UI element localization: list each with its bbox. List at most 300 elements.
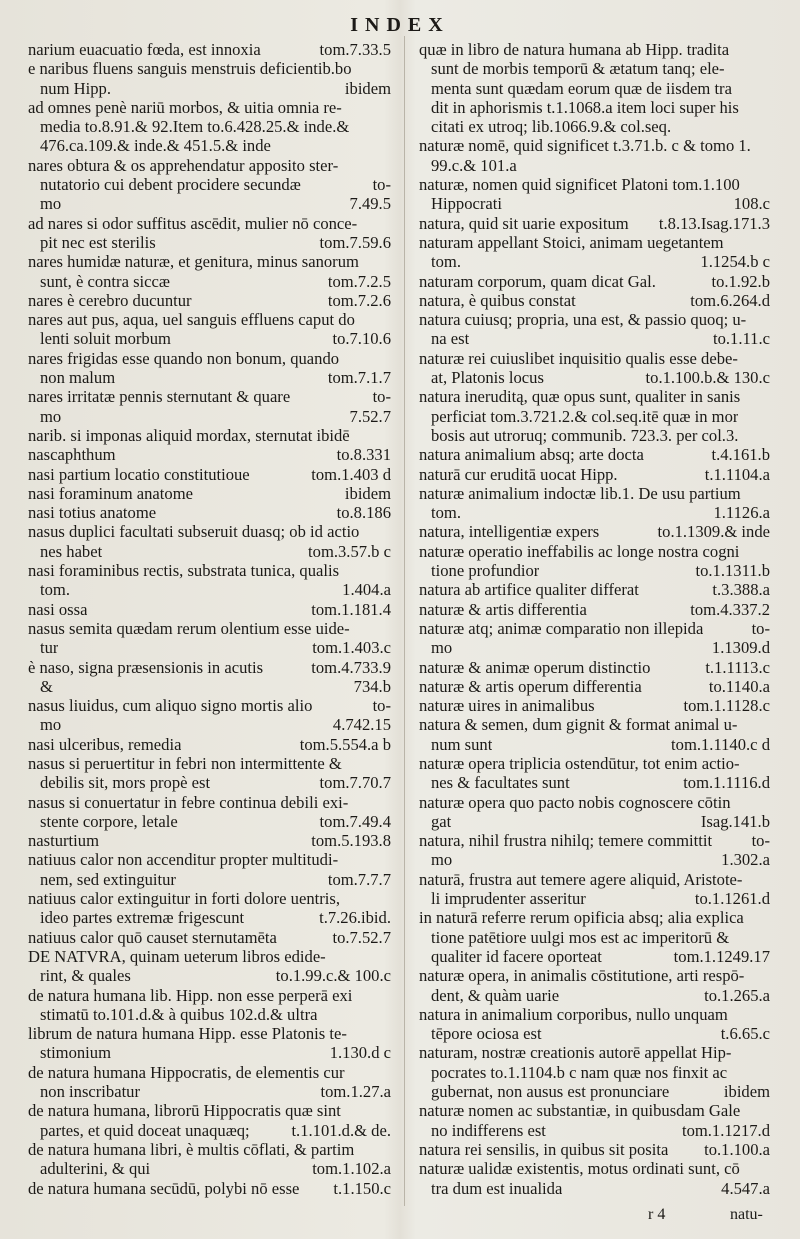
entry-reference: tom.6.264.d (690, 290, 770, 310)
entry-text: partes, et quid doceat unaquæq; (40, 1120, 250, 1140)
index-entry-line (419, 773, 770, 792)
index-entry-line (419, 754, 770, 773)
index-entry-line (28, 156, 391, 175)
entry-text: naturæ atq; animæ comparatio non illepida (419, 618, 704, 638)
index-entry-line (419, 503, 770, 522)
entry-text: dent, & quàm uarie (431, 985, 560, 1005)
entry-reference: to.1.1309.& inde (657, 522, 770, 542)
entry-reference: tom.5.554.a b (299, 734, 391, 754)
entry-text: è naso, signa præsensionis in acutis (28, 657, 264, 677)
entry-text: naturæ & artis operum differentia (419, 676, 642, 696)
entry-text: num sunt (431, 734, 493, 754)
index-entry-line (28, 252, 391, 271)
entry-text: DE NATVRA, quinam ueterum libros edide- (28, 946, 326, 966)
index-entry-line (419, 870, 770, 889)
entry-text: naturam appellant Stoici, animam uegetantem (419, 232, 724, 252)
index-entry-line (419, 1082, 770, 1101)
entry-text: naturæ uires in animalibus (419, 696, 595, 716)
index-entry-line (28, 1101, 391, 1120)
index-entry-line (28, 542, 391, 561)
index-entry-line (28, 40, 391, 59)
index-entry-line (419, 677, 770, 696)
index-entry-line (28, 387, 391, 406)
index-entry-line (419, 561, 770, 580)
index-entry-line (28, 233, 391, 252)
index-entry-line (419, 966, 770, 985)
index-entry-line (419, 1005, 770, 1024)
index-entry-line (28, 1140, 391, 1159)
entry-reference: tom.7.49.4 (319, 811, 391, 831)
index-entry-line (28, 445, 391, 464)
entry-reference: 1.404.a (342, 580, 391, 600)
signature-mark: r 4 (648, 1206, 666, 1223)
entry-reference: tom.1.403.c (312, 638, 391, 658)
entry-text: natura in animalium corporibus, nullo unquam (419, 1004, 728, 1024)
entry-text: naturæ nomē, quid significet t.3.71.b. c & tomo 1. (419, 136, 751, 156)
entry-reference: to- (372, 696, 391, 716)
index-entry-line (419, 908, 770, 927)
entry-text: nasi totius anatome (28, 503, 157, 523)
entry-text: quæ in libro de natura humana ab Hipp. tradita (419, 40, 730, 59)
index-entry-line (419, 889, 770, 908)
entry-reference: 1.1254.b c (700, 252, 770, 272)
index-entry-line (419, 619, 770, 638)
index-entry-line (28, 619, 391, 638)
index-entry-line (419, 98, 770, 117)
entry-text: e naribus fluens sanguis menstruis deficientib.bo (28, 59, 352, 79)
entry-text: stimonium (40, 1043, 111, 1063)
entry-reference: tom.1.1249.17 (673, 946, 770, 966)
index-entry-line (28, 291, 391, 310)
index-entry-line (28, 735, 391, 754)
entry-text: 99.c.& 101.a (431, 155, 517, 175)
entry-text: natura, è quibus constat (419, 290, 576, 310)
index-entry-line (28, 638, 391, 657)
entry-reference: to.1.100.b.& 130.c (645, 368, 770, 388)
entry-text: nares è cerebro ducuntur (28, 290, 192, 310)
index-entry-line (419, 233, 770, 252)
entry-text: natura cuiusq; propria, una est, & passio quoq; u- (419, 310, 747, 330)
entry-reference: tom.1.181.4 (311, 599, 391, 619)
entry-reference: to.1140.a (708, 676, 770, 696)
entry-text: natiuus calor non accenditur propter multitudi- (28, 850, 339, 870)
entry-reference: to.8.186 (336, 503, 391, 523)
entry-text: de natura humana lib. Hipp. non esse perperā exi (28, 985, 353, 1005)
entry-text: nares irritatæ pennis sternutant & quare (28, 387, 291, 407)
entry-reference: tom.1.1140.c d (671, 734, 770, 754)
entry-text: naturæ opera triplicia ostendūtur, tot enim actio- (419, 753, 740, 773)
entry-reference: 1.1309.d (711, 638, 770, 658)
entry-reference: t.1.101.d.& de. (291, 1120, 391, 1140)
index-entry-line (28, 407, 391, 426)
entry-text: nasi ulceribus, remedia (28, 734, 182, 754)
entry-text: gat (431, 811, 452, 831)
index-entry-line (28, 677, 391, 696)
entry-reference: tom.7.1.7 (327, 368, 391, 388)
entry-text: mo (431, 638, 453, 658)
index-entry-line (419, 426, 770, 445)
entry-text: stente corpore, letale (40, 811, 178, 831)
entry-reference: to.1.100.a (704, 1139, 770, 1159)
index-entry-line (28, 715, 391, 734)
entry-text: non inscribatur (40, 1082, 141, 1102)
entry-text: librum de natura humana Hipp. esse Platonis te- (28, 1024, 347, 1044)
entry-reference: 4.742.15 (332, 715, 391, 735)
index-entry-line (28, 812, 391, 831)
entry-text: mo (40, 194, 62, 214)
index-entry-line (28, 870, 391, 889)
entry-reference: t.4.161.b (711, 445, 770, 465)
index-entry-line (419, 79, 770, 98)
entry-text: natura ab artifice qualiter differat (419, 580, 639, 600)
entry-reference: 1.1126.a (713, 503, 770, 523)
index-entry-line (419, 600, 770, 619)
right-column (419, 40, 770, 1198)
entry-text: dit in aphorismis t.1.1068.a item loci super his (431, 97, 739, 117)
entry-text: ideo partes extremæ frigescunt (40, 908, 245, 928)
left-column (28, 40, 391, 1198)
index-entry-line (28, 658, 391, 677)
entry-text: tom. (40, 580, 70, 600)
entry-text: at, Platonis locus (431, 368, 544, 388)
entry-text: naturæ rei cuiuslibet inquisitio qualis esse debe- (419, 348, 738, 368)
entry-text: tom. (431, 252, 461, 272)
entry-reference: t.3.388.a (712, 580, 770, 600)
index-entry-line (28, 773, 391, 792)
index-entry-line (419, 1063, 770, 1082)
index-entry-line (28, 793, 391, 812)
index-entry-line (419, 445, 770, 464)
entry-text: non malum (40, 368, 116, 388)
index-entry-line (28, 136, 391, 155)
entry-reference: tom.7.2.6 (327, 290, 391, 310)
entry-reference: to- (751, 618, 770, 638)
index-entry-line (419, 928, 770, 947)
entry-text: debilis sit, mors propè est (40, 773, 211, 793)
entry-reference: to- (372, 387, 391, 407)
index-entry-line (28, 1121, 391, 1140)
entry-text: nasturtium (28, 831, 99, 851)
index-entry-line (28, 947, 391, 966)
entry-text: pocrates to.1.1104.b c nam quæ nos finxit ac (431, 1062, 728, 1082)
index-entry-line (28, 1159, 391, 1178)
index-entry-line (28, 503, 391, 522)
index-entry-line (28, 889, 391, 908)
entry-reference: tom.1.102.a (312, 1159, 391, 1179)
entry-text: naturæ opera, in animalis cōstitutione, arti respō- (419, 966, 745, 986)
entry-text: & (40, 676, 53, 696)
entry-reference: tom.1.27.a (320, 1082, 391, 1102)
entry-reference: t.1.1104.a (704, 464, 770, 484)
entry-text: mo (40, 406, 62, 426)
entry-text: naturæ, nomen quid significet Platoni tom.1.100 (419, 175, 740, 195)
index-entry-line (419, 1024, 770, 1043)
entry-text: naturæ & animæ operum distinctio (419, 657, 651, 677)
index-entry-line (419, 194, 770, 213)
entry-text: nares humidæ naturæ, et genitura, minus sanorum (28, 252, 359, 272)
entry-text: natura rei sensilis, in quibus sit posita (419, 1139, 669, 1159)
index-entry-line (28, 1043, 391, 1062)
index-entry-line (28, 908, 391, 927)
entry-reference: tom.7.59.6 (319, 232, 391, 252)
index-entry-line (419, 407, 770, 426)
index-entry-line (28, 272, 391, 291)
index-entry-line (419, 793, 770, 812)
entry-text: nasus liuidus, cum aliquo signo mortis alio (28, 696, 313, 716)
entry-text: tēpore ociosa est (431, 1024, 542, 1044)
entry-reference: to.1.11.c (713, 329, 770, 349)
index-entry-line (419, 156, 770, 175)
entry-text: naturam, nostræ creationis autorē appellat Hip- (419, 1043, 732, 1063)
index-entry-line (419, 638, 770, 657)
entry-text: de natura humana Hippocratis, de elementis cur (28, 1062, 345, 1082)
entry-text: tione profundior (431, 561, 540, 581)
entry-text: naturæ animalium indoctæ lib.1. De usu partium (419, 483, 741, 503)
index-entry-line (419, 291, 770, 310)
entry-text: natura, intelligentiæ expers (419, 522, 600, 542)
entry-text: nes & facultates sunt (431, 773, 570, 793)
index-entry-line (419, 1179, 770, 1198)
index-entry-line (28, 484, 391, 503)
index-entry-line (28, 696, 391, 715)
entry-text: natura animalium absq; arte docta (419, 445, 644, 465)
entry-text: pit nec est sterilis (40, 232, 156, 252)
entry-reference: tom.7.33.5 (319, 40, 391, 59)
entry-reference: tom.4.337.2 (690, 599, 770, 619)
index-entry-line (419, 986, 770, 1005)
entry-reference: tom.1.1217.d (681, 1120, 770, 1140)
index-entry-line (28, 1024, 391, 1043)
index-entry-line (419, 59, 770, 78)
entry-reference: ibidem (344, 78, 391, 98)
entry-reference: tom.7.2.5 (327, 271, 391, 291)
entry-text: ad omnes penè nariū morbos, & uitia omnia re- (28, 97, 342, 117)
entry-text: nasi foraminibus rectis, substrata tunica, qualis (28, 561, 340, 581)
entry-text: nasi ossa (28, 599, 88, 619)
index-entry-line (28, 1179, 391, 1198)
entry-reference: to.7.52.7 (332, 927, 391, 947)
entry-text: in naturā referre rerum opificia absq; alia explica (419, 908, 744, 928)
entry-text: tom. (431, 503, 461, 523)
index-entry-line (28, 580, 391, 599)
entry-text: naturæ & artis differentia (419, 599, 587, 619)
entry-text: nasus si peruertitur in febri non intermittente & (28, 753, 342, 773)
entry-text: naturā, frustra aut temere agere aliquid, Aristote- (419, 869, 743, 889)
index-entry-line (28, 831, 391, 850)
entry-reference: 7.49.5 (349, 194, 391, 214)
page-title: INDEX (350, 14, 450, 36)
entry-reference: to.1.1261.d (694, 889, 770, 909)
index-entry-line (419, 349, 770, 368)
index-entry-line (28, 986, 391, 1005)
entry-reference: to.8.331 (336, 445, 391, 465)
index-entry-line (28, 98, 391, 117)
entry-text: rint, & quales (40, 966, 131, 986)
index-entry-line (419, 658, 770, 677)
index-entry-line (419, 1121, 770, 1140)
index-entry-line (419, 1140, 770, 1159)
entry-text: nes habet (40, 541, 103, 561)
entry-reference: tom.5.193.8 (311, 831, 391, 851)
entry-reference: 1.302.a (721, 850, 770, 870)
entry-text: nascaphthum (28, 445, 116, 465)
index-entry-line (419, 580, 770, 599)
index-entry-line (419, 175, 770, 194)
entry-text: gubernat, non ausus est pronunciare (431, 1082, 670, 1102)
entry-text: mo (40, 715, 62, 735)
entry-reference: to.1.265.a (704, 985, 770, 1005)
entry-text: natiuus calor extinguitur in forti dolore uentris, (28, 889, 340, 909)
index-entry-line (419, 812, 770, 831)
entry-reference: to- (751, 831, 770, 851)
index-entry-line (419, 696, 770, 715)
entry-text: de natura humana, librorū Hippocratis quæ sint (28, 1101, 341, 1121)
index-entry-line (28, 966, 391, 985)
entry-text: adulterini, & qui (40, 1159, 151, 1179)
entry-reference: tom.1.1128.c (683, 696, 770, 716)
entry-text: citati ex utroq; lib.1066.9.& col.seq. (431, 117, 672, 137)
entry-reference: 1.130.d c (329, 1043, 391, 1063)
index-entry-line (28, 522, 391, 541)
entry-reference: 7.52.7 (349, 406, 391, 426)
entry-reference: Isag.141.b (700, 811, 770, 831)
entry-text: li imprudenter asseritur (431, 889, 586, 909)
index-entry-line (28, 426, 391, 445)
index-entry-line (419, 1043, 770, 1062)
index-entry-line (28, 754, 391, 773)
entry-text: mo (431, 850, 453, 870)
entry-text: natura & semen, dum gignit & format animal u- (419, 715, 738, 735)
entry-text: nutatorio cui debent procidere secundæ (40, 175, 301, 195)
index-entry-line (419, 715, 770, 734)
index-entry-line (419, 1101, 770, 1120)
entry-text: nares obtura & os apprehendatur apposito ster- (28, 155, 339, 175)
index-entry-line (28, 600, 391, 619)
index-entry-line (28, 117, 391, 136)
entry-reference: to.1.1311.b (695, 561, 770, 581)
index-entry-line (419, 368, 770, 387)
entry-reference: ibidem (344, 483, 391, 503)
index-entry-line (28, 329, 391, 348)
entry-text: naturam corporum, quam dicat Gal. (419, 271, 656, 291)
index-entry-line (28, 1005, 391, 1024)
index-entry-line (28, 310, 391, 329)
index-entry-line (419, 136, 770, 155)
index-entry-line (419, 831, 770, 850)
entry-text: num Hipp. (40, 78, 111, 98)
entry-reference: 108.c (733, 194, 770, 214)
entry-reference: t.6.65.c (720, 1024, 770, 1044)
entry-reference: t.7.26.ibid. (319, 908, 391, 928)
entry-text: naturæ opera quo pacto nobis cognoscere cōtin (419, 792, 731, 812)
index-entry-line (419, 484, 770, 503)
column-divider (404, 36, 405, 1206)
index-entry-line (28, 59, 391, 78)
entry-text: no indifferens est (431, 1120, 546, 1140)
entry-text: naturā cur eruditā uocat Hipp. (419, 464, 618, 484)
entry-text: stimatū to.101.d.& à quibus 102.d.& ultra (40, 1004, 318, 1024)
entry-reference: tom.1.403 d (311, 464, 391, 484)
entry-reference: to- (372, 175, 391, 195)
entry-text: sunt, è contra siccæ (40, 271, 170, 291)
index-entry-line (419, 214, 770, 233)
entry-text: media to.8.91.& 92.Item to.6.428.25.& inde.& (40, 117, 350, 137)
index-entry-line (419, 329, 770, 348)
entry-reference: tom.4.733.9 (311, 657, 391, 677)
index-entry-line (419, 947, 770, 966)
entry-text: nares aut pus, aqua, uel sanguis effluens caput do (28, 310, 355, 330)
entry-reference: tom.7.7.7 (327, 869, 391, 889)
index-entry-line (28, 1082, 391, 1101)
entry-text: natiuus calor quō causet sternutamēta (28, 927, 277, 947)
entry-reference: 734.b (353, 676, 391, 696)
index-entry-line (419, 310, 770, 329)
index-entry-line (28, 928, 391, 947)
entry-text: na est (431, 329, 470, 349)
entry-reference: ibidem (723, 1082, 770, 1102)
entry-text: narib. si imponas aliquid mordax, sternutat ibidē (28, 425, 350, 445)
entry-reference: t.1.1113.c (705, 657, 770, 677)
entry-text: tra dum est inualida (431, 1178, 563, 1198)
entry-reference: to.1.92.b (711, 271, 770, 291)
entry-text: natura ineruditą, quæ opus sunt, qualiter in sanis (419, 387, 741, 407)
entry-text: de natura humana secūdū, polybi nō esse (28, 1178, 300, 1198)
index-entry-line (419, 252, 770, 271)
index-entry-line (419, 1159, 770, 1178)
index-entry-line (28, 368, 391, 387)
index-entry-line (419, 465, 770, 484)
entry-text: tione patētiore uulgi mos est ac imperitorū & (431, 927, 730, 947)
index-entry-line (28, 79, 391, 98)
entry-text: nasus semita quædam rerum olentium esse uide- (28, 618, 350, 638)
entry-text: nasus si conuertatur in febre continua debili exi- (28, 792, 349, 812)
entry-text: nares frigidas esse quando non bonum, quando (28, 348, 340, 368)
index-entry-line (419, 542, 770, 561)
entry-text: nem, sed extinguitur (40, 869, 176, 889)
entry-text: de natura humana libri, è multis cōflati, & partim (28, 1139, 355, 1159)
entry-text: ad nares si odor suffitus ascēdit, mulier nō conce- (28, 213, 358, 233)
catchword: natu- (730, 1206, 763, 1223)
index-entry-line (28, 194, 391, 213)
entry-text: natura, nihil frustra nihilq; temere committit (419, 831, 713, 851)
index-entry-line (419, 272, 770, 291)
entry-text: qualiter id facere oporteat (431, 946, 602, 966)
entry-reference: t.1.150.c (333, 1178, 391, 1198)
index-entry-line (419, 522, 770, 541)
index-entry-line (28, 850, 391, 869)
index-entry-line (28, 465, 391, 484)
entry-text: menta sunt quædam eorum quæ de iisdem tra (431, 78, 732, 98)
index-entry-line (28, 214, 391, 233)
entry-text: tur (40, 638, 59, 658)
index-entry-line (419, 850, 770, 869)
entry-reference: to.1.99.c.& 100.c (275, 966, 391, 986)
entry-text: 476.ca.109.& inde.& 451.5.& inde (40, 136, 271, 156)
index-entry-line (28, 1063, 391, 1082)
entry-reference: tom.7.70.7 (319, 773, 391, 793)
entry-text: nasus duplici facultati subseruit duasq; ob id actio (28, 522, 360, 542)
index-entry-line (419, 40, 770, 59)
entry-reference: 4.547.a (721, 1178, 770, 1198)
index-entry-line (28, 349, 391, 368)
index-entry-line (419, 387, 770, 406)
entry-reference: tom.1.1116.d (683, 773, 770, 793)
entry-text: naturæ operatio ineffabilis ac longe nostra cogni (419, 541, 740, 561)
entry-text: perficiat tom.3.721.2.& col.seq.itē quæ in mor (431, 406, 739, 426)
index-entry-line (419, 735, 770, 754)
entry-text: naturæ ualidæ existentis, motus ordinati sunt, cō (419, 1159, 740, 1179)
entry-text: nasi partium locatio constitutioue (28, 464, 250, 484)
